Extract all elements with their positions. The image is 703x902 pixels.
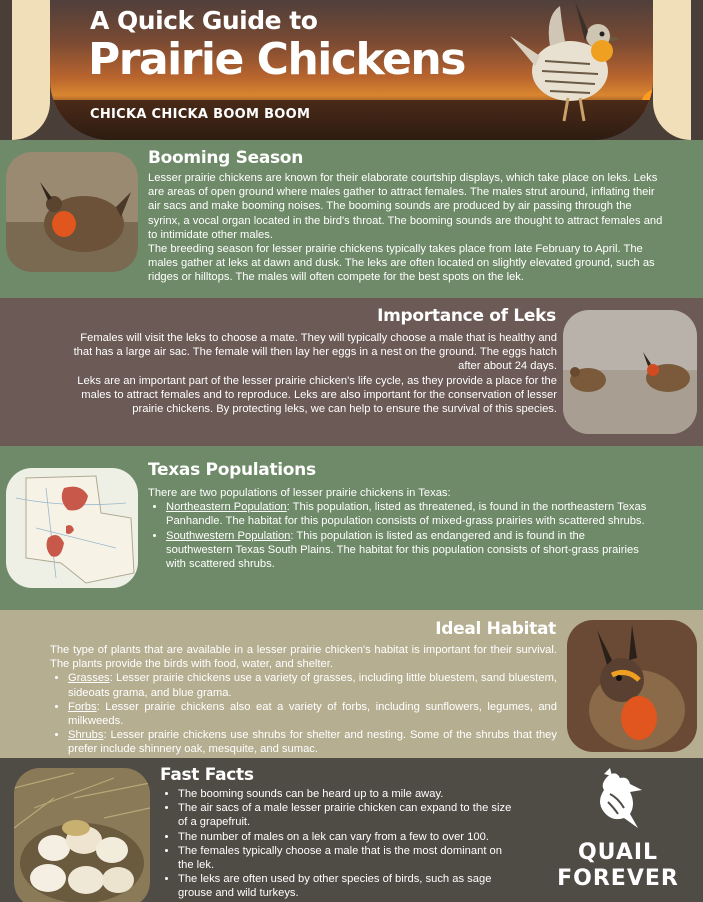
habitat-item-label: Grasses xyxy=(68,672,110,685)
texas-item-text: : This population, listed as threatened, is found in the northeastern Texas Panhandle. The habitat for this population consists of mixed-grass prairies with scattered shrubs. xyxy=(166,501,647,528)
list-item xyxy=(68,700,557,728)
texas-intro: There are two populations of lesser prairie chickens in Texas: xyxy=(148,487,451,499)
texas-population-list xyxy=(148,500,648,571)
booming-title: Booming Season xyxy=(148,148,303,168)
eggs-nest-photo xyxy=(14,768,150,902)
header-banner xyxy=(50,0,653,140)
tagline: CHICKA CHICKA BOOM BOOM xyxy=(90,107,311,122)
list-item xyxy=(166,529,648,572)
habitat-section xyxy=(0,610,703,758)
quail-icon xyxy=(590,768,650,832)
habitat-bird-photo xyxy=(567,620,697,752)
leks-title: Importance of Leks xyxy=(377,306,556,326)
habitat-item-label: Forbs xyxy=(68,700,97,713)
habitat-title: Ideal Habitat xyxy=(435,619,556,639)
leks-paragraph-1: Females will visit the leks to choose a mate. They will typically choose a male that is healthy and that has a large air sac. The female will then lay her eggs in a nest on the ground. The eggs hatch after about 24 days. xyxy=(73,332,557,373)
leks-birds-photo xyxy=(563,310,697,434)
facts-title: Fast Facts xyxy=(160,765,254,785)
booming-text xyxy=(148,171,663,285)
texas-item-label: Northeastern Population xyxy=(166,501,287,514)
habitat-item-text: : Lesser prairie chickens also eat a variety of forbs, including sunflowers, legumes, and milkweeds. xyxy=(68,700,557,728)
habitat-item-label: Shrubs xyxy=(68,729,104,742)
list-item: • The leks are often used by other species of birds, such as sage grouse and wild turkeys. xyxy=(178,872,520,900)
list-item xyxy=(68,671,557,699)
texas-title: Texas Populations xyxy=(148,460,316,480)
facts-section xyxy=(0,758,703,902)
booming-paragraph-1: Lesser prairie chickens are known for their elaborate courtship displays, which take place on leks. Leks are areas of open ground where males gather to attract females. The males strut around, inflating their air sacs and make booming noises. The booming sounds are produced by air passing through the syrinx, a vocal organ located in the bird's throat. The booming sounds are thought to attract females and to intimidate other males. xyxy=(148,172,663,241)
habitat-item-text: : Lesser prairie chickens use shrubs for shelter and nesting. Some of the shrubs that they prefer include shinnery oak, mesquite, and sumac. xyxy=(68,729,557,756)
facts-text xyxy=(160,787,520,901)
quail-forever-logo xyxy=(548,766,688,896)
page-title: Prairie Chickens xyxy=(88,34,465,85)
booming-paragraph-2: The breeding season for lesser prairie chickens typically takes place from late February to April. The males gather at leks at dawn and dusk. The leks are often located on slightly elevated ground, such as ridges or hilltops. The males will often compete for the best spots on the lek. xyxy=(148,243,655,284)
booming-bird-photo xyxy=(6,152,138,272)
habitat-item-text: : Lesser prairie chickens use a variety of grasses, including little bluestem, sand bluestem, sideoats grama, and blue grama. xyxy=(68,672,557,699)
title-line1: A Quick Guide to xyxy=(90,6,318,35)
list-item xyxy=(68,728,557,756)
facts-list xyxy=(160,787,520,901)
logo-line2: FOREVER xyxy=(557,866,679,891)
habitat-text xyxy=(50,643,557,757)
header-cream-left xyxy=(12,0,50,140)
prairie-chicken-header-image xyxy=(490,0,640,126)
habitat-intro: The type of plants that are available in a lesser prairie chicken's habitat is important for their survival. The plants provide the birds with food, water, and shelter. xyxy=(50,644,557,671)
leks-paragraph-2: Leks are an important part of the lesser prairie chicken's life cycle, as they provide a place for the males to attract females and to reproduce. Leks are also important for the conservation of lesser prairie chickens. By protecting leks, we can help to ensure the survival of this species. xyxy=(77,374,557,416)
leks-section xyxy=(0,298,703,446)
booming-season-section xyxy=(0,140,703,298)
texas-item-text: : This population is listed as endangered and is found in the southwestern Texas South Plains. The habitat for this population consists of short-grass prairies with scattered shrubs. xyxy=(166,529,639,571)
list-item: • The air sacs of a male lesser prairie chicken can expand to the size of a grapefruit. xyxy=(178,801,520,829)
list-item: • The booming sounds can be heard up to a mile away. xyxy=(178,787,520,801)
texas-map xyxy=(6,468,138,588)
texas-section xyxy=(0,446,703,610)
list-item: • The number of males on a lek can vary from a few to over 100. xyxy=(178,830,520,844)
leks-text xyxy=(70,331,557,416)
list-item xyxy=(166,500,648,528)
texas-text xyxy=(148,486,648,571)
texas-item-label: Southwestern Population xyxy=(166,529,291,542)
logo-line1: QUAIL xyxy=(577,840,659,865)
habitat-list xyxy=(50,671,557,756)
header-cream-right xyxy=(653,0,691,140)
list-item: • The females typically choose a male that is the most dominant on the lek. xyxy=(178,844,520,872)
